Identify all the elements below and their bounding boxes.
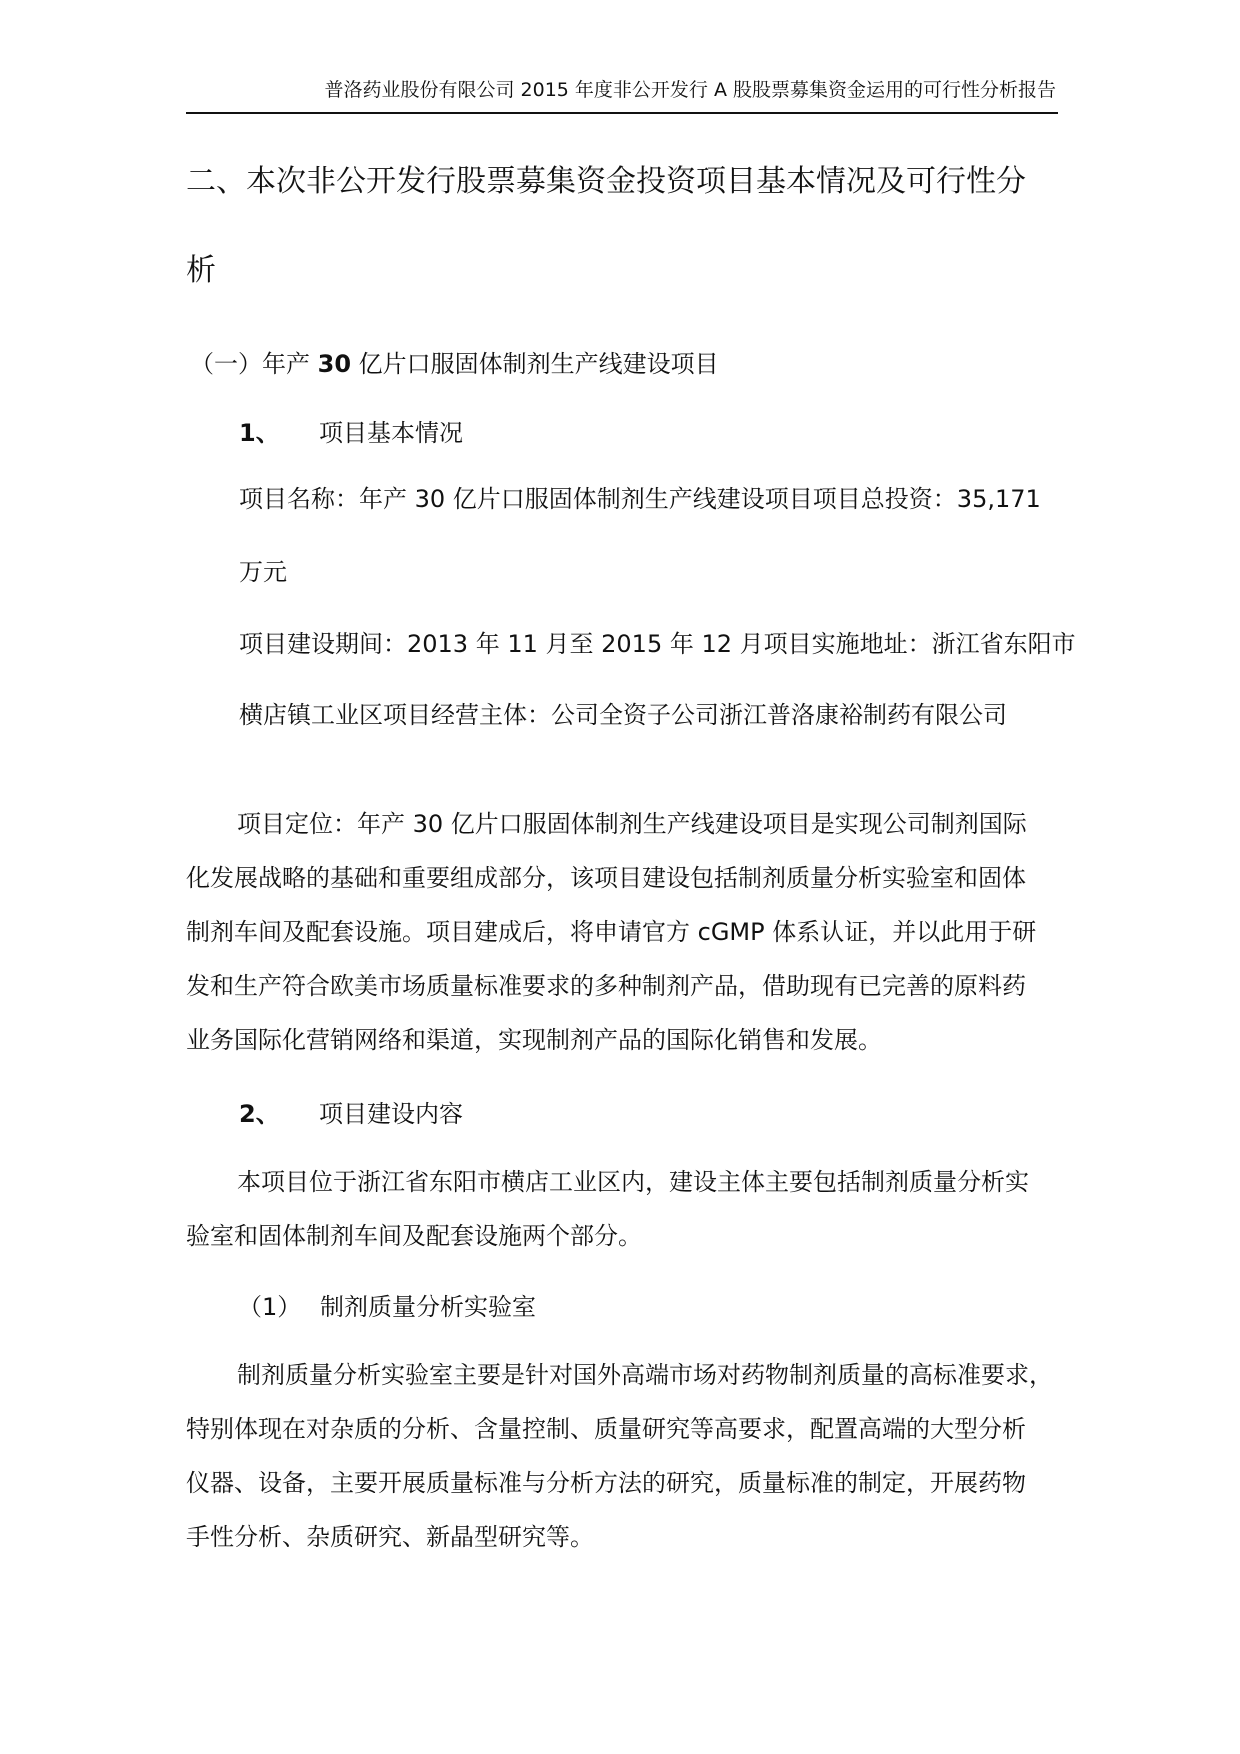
subsection-suffix: 亿片口服固体制剂生产线建设项目: [351, 350, 719, 378]
sub-1-title: 制剂质量分析实验室: [320, 1293, 536, 1321]
section-title-line-1: 二、本次非公开发行股票募集资金投资项目基本情况及可行性分: [186, 164, 1026, 199]
lab-line-3: 仪器、设备，主要开展质量标准与分析方法的研究，质量标准的制定，开展药物: [186, 1469, 1026, 1497]
positioning-line-5: 业务国际化营销网络和渠道，实现制剂产品的国际化销售和发展。: [186, 1026, 882, 1054]
subsection-number: 30: [317, 350, 352, 378]
lab-line-4: 手性分析、杂质研究、新晶型研究等。: [186, 1523, 594, 1551]
item-1-number: 1、: [239, 419, 280, 447]
positioning-line-1: 项目定位：年产 30 亿片口服固体制剂生产线建设项目是实现公司制剂国际: [237, 810, 1027, 838]
sub-1-heading: [238, 1285, 536, 1329]
positioning-line-4: 发和生产符合欧美市场质量标准要求的多种制剂产品，借助现有已完善的原料药: [186, 972, 1026, 1000]
item-1-title: 项目基本情况: [319, 419, 463, 447]
positioning-line-3: 制剂车间及配套设施。项目建成后，将申请官方 cGMP 体系认证，并以此用于研: [186, 918, 1037, 946]
basic-info-line-3: 项目建设期间：2013 年 11 月至 2015 年 12 月项目实施地址：浙江省东阳市: [239, 630, 1076, 658]
item-2-number: 2、: [239, 1100, 280, 1128]
item-1-heading: [239, 411, 463, 455]
item-2-heading: [239, 1092, 463, 1136]
sub-1-number: （1）: [238, 1293, 302, 1321]
item-2-title: 项目建设内容: [319, 1100, 463, 1128]
positioning-line-2: 化发展战略的基础和重要组成部分，该项目建设包括制剂质量分析实验室和固体: [186, 864, 1026, 892]
basic-info-line-4: 横店镇工业区项目经营主体：公司全资子公司浙江普洛康裕制药有限公司: [239, 701, 1007, 729]
running-header: 普洛药业股份有限公司 2015 年度非公开发行 A 股股票募集资金运用的可行性分析报告: [324, 79, 1056, 101]
construction-line-2: 验室和固体制剂车间及配套设施两个部分。: [186, 1222, 642, 1250]
header-rule: [186, 112, 1058, 114]
basic-info-line-1: 项目名称：年产 30 亿片口服固体制剂生产线建设项目项目总投资：35,171: [239, 485, 1041, 513]
section-title-line-2: 析: [186, 253, 216, 288]
subsection-heading: [190, 342, 719, 386]
basic-info-line-2: 万元: [239, 558, 287, 586]
construction-line-1: 本项目位于浙江省东阳市横店工业区内，建设主体主要包括制剂质量分析实: [237, 1168, 1029, 1196]
subsection-prefix: （一）年产: [190, 350, 318, 378]
lab-line-1: 制剂质量分析实验室主要是针对国外高端市场对药物制剂质量的高标准要求，: [237, 1361, 1053, 1389]
lab-line-2: 特别体现在对杂质的分析、含量控制、质量研究等高要求，配置高端的大型分析: [186, 1415, 1026, 1443]
